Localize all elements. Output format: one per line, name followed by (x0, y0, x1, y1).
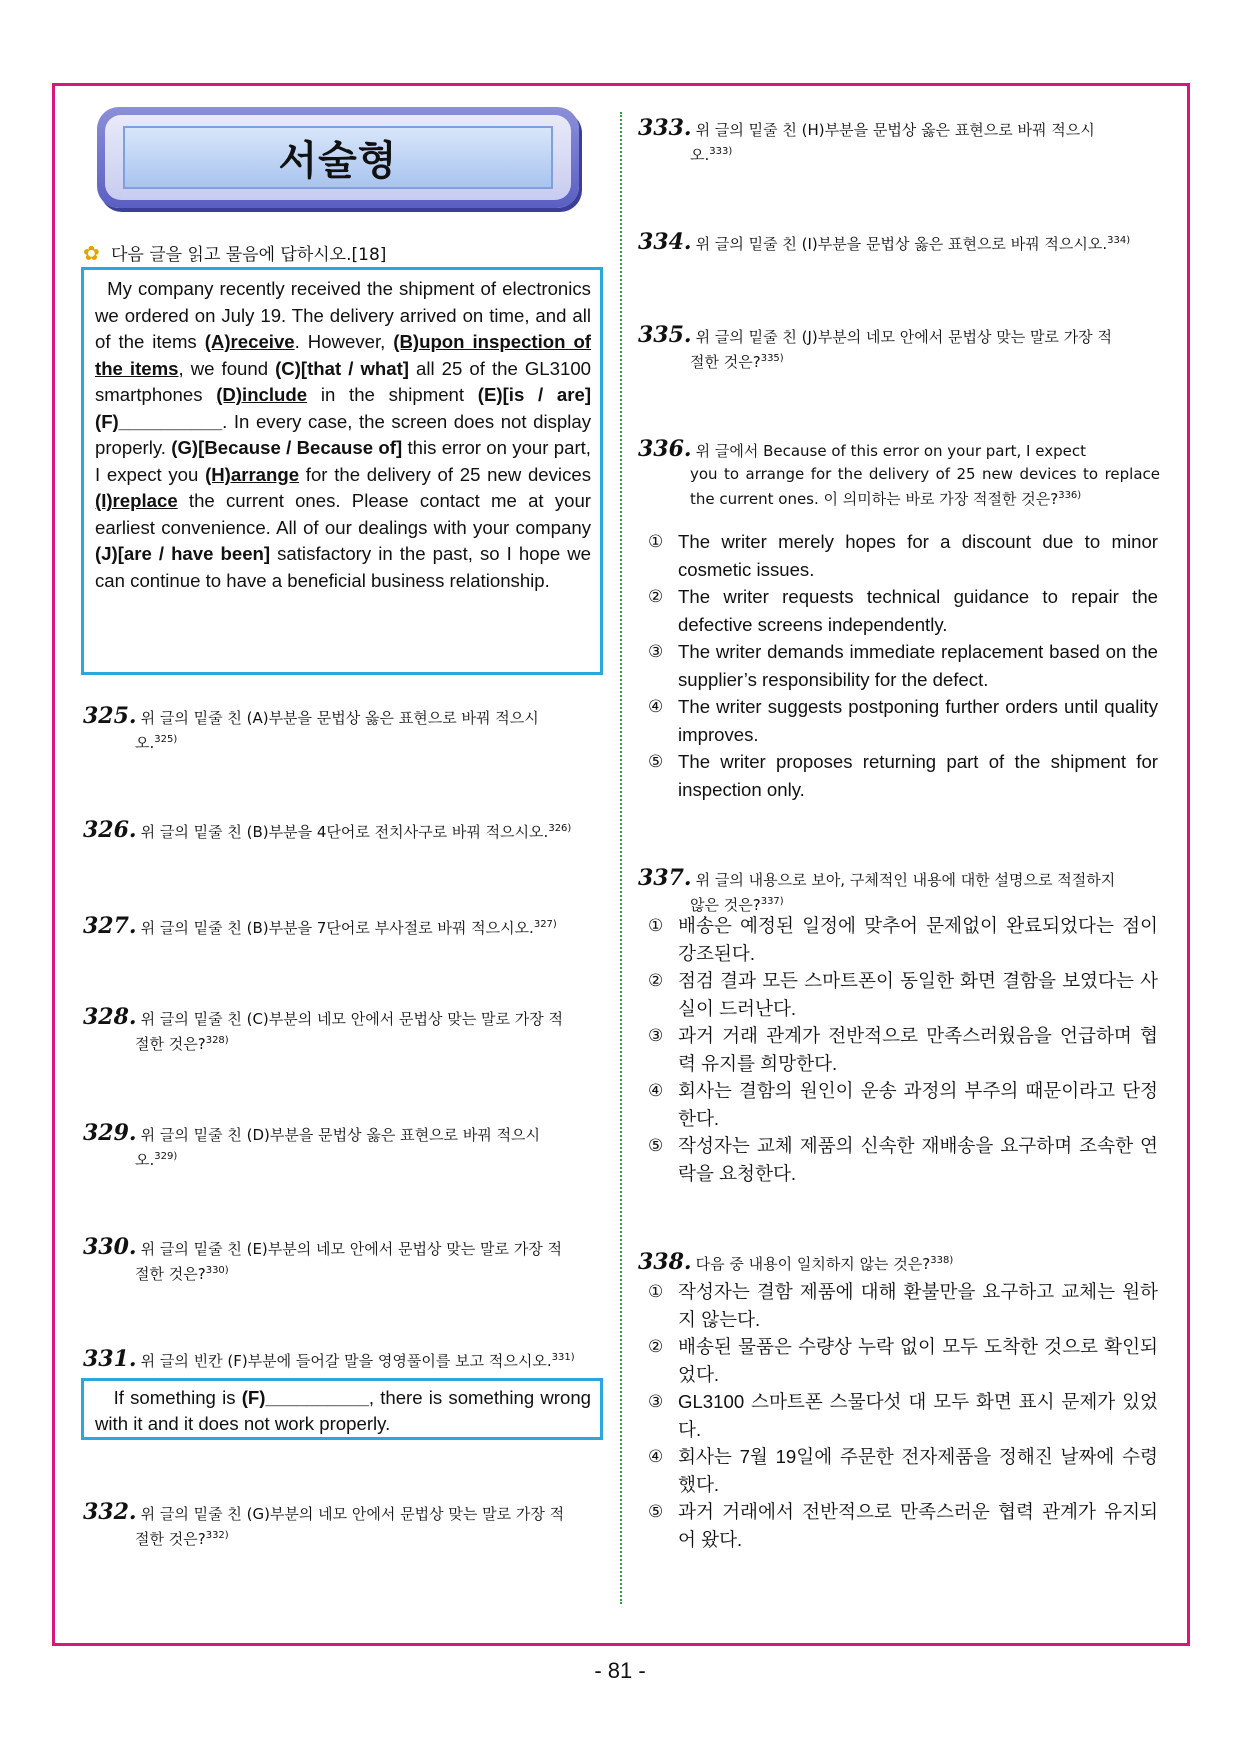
option-marker: ⑤ (648, 1502, 664, 1521)
footnote-ref: 326) (548, 823, 572, 834)
option-text: The writer merely hopes for a discount due to minor cosmetic issues. (678, 531, 1158, 580)
footnote-ref: 337) (760, 896, 784, 907)
section-title: 서술형 (278, 138, 398, 184)
option-item[interactable] (648, 1132, 1158, 1187)
question-text: 위 글의 빈칸 (F)부분에 들어갈 말을 영영풀이를 보고 적으시오. (140, 1352, 552, 1370)
option-text: 작성자는 교체 제품의 신속한 재배송을 요구하며 조속한 연락을 요청한다. (678, 1135, 1158, 1184)
options-336 (648, 528, 1158, 803)
question-327 (83, 914, 623, 939)
option-text: 과거 거래 관계가 전반적으로 만족스러웠음을 언급하며 협력 유지를 희망한다. (678, 1025, 1158, 1074)
option-marker: ⑤ (648, 752, 664, 771)
option-marker: ④ (648, 1081, 664, 1100)
footnote-ref: 334) (1107, 235, 1131, 246)
passage-blank-c: (C)[that / what] (275, 357, 409, 379)
footnote-ref: 338) (930, 1255, 954, 1266)
question-text: 위 글의 밑줄 친 (I)부분을 문법상 옳은 표현으로 바꿔 적으시오. (695, 235, 1108, 253)
question-number: 329. (83, 1120, 137, 1146)
footnote-ref: 335) (760, 353, 784, 364)
option-item[interactable] (648, 1278, 1158, 1333)
passage-blank-b: (B)upon inspection of the items (95, 331, 592, 379)
option-marker: ③ (648, 1392, 664, 1411)
question-text: 위 글의 밑줄 친 (E)부분의 네모 안에서 문법상 맞는 말로 가장 적 (140, 1240, 562, 1258)
passage-text: in the shipment (307, 384, 478, 405)
question-326 (83, 818, 623, 843)
question-number: 331. (83, 1346, 137, 1372)
question-332 (83, 1501, 603, 1550)
question-number: 337. (638, 865, 692, 891)
question-number: 330. (83, 1234, 137, 1260)
definition-box (81, 1378, 603, 1440)
passage-text: . In every case, the screen does not display properly. (95, 410, 591, 458)
question-number: 332. (83, 1499, 137, 1525)
option-item[interactable] (648, 693, 1158, 748)
passage-blank-a: (A)receive (204, 331, 295, 352)
question-335 (638, 324, 1160, 373)
option-item[interactable] (648, 1388, 1158, 1443)
flower-icon: ✿ (83, 240, 100, 265)
option-text: 회사는 결함의 원인이 운송 과정의 부주의 때문이라고 단정한다. (678, 1080, 1158, 1129)
footnote-ref: 328) (205, 1035, 229, 1046)
option-text: 배송된 물품은 수량상 누락 없이 모두 도착한 것으로 확인되었다. (678, 1336, 1158, 1385)
option-marker: ① (648, 532, 664, 551)
passage-blank-d: (D)include (216, 384, 308, 405)
option-item[interactable] (648, 1443, 1158, 1498)
option-marker: ③ (648, 1026, 664, 1045)
passage-blank-f: (F)__________ (95, 410, 223, 432)
options-338 (648, 1278, 1158, 1553)
option-item[interactable] (648, 967, 1158, 1022)
option-marker: ① (648, 916, 664, 935)
passage-text: . However, (294, 331, 394, 352)
footnote-ref: 336) (1058, 490, 1082, 501)
option-text: 과거 거래에서 전반적으로 만족스러운 협력 관계가 유지되어 왔다. (678, 1501, 1158, 1550)
option-item[interactable] (648, 748, 1158, 803)
passage-text: for the delivery of 25 new devices (299, 463, 591, 485)
question-text: 위 글의 밑줄 친 (B)부분을 7단어로 부사절로 바꿔 적으시오. (140, 919, 534, 937)
option-item[interactable] (648, 528, 1158, 583)
definition-text: If something is (113, 1387, 242, 1408)
question-number: 336. (638, 436, 692, 462)
option-text: The writer suggests postponing further orders until quality improves. (678, 696, 1158, 745)
footnote-ref: 330) (205, 1265, 229, 1276)
question-number: 328. (83, 1004, 137, 1030)
banner-middle (105, 115, 571, 200)
question-text: 다음 중 내용이 일치하지 않는 것은? (695, 1255, 931, 1273)
question-338 (638, 1250, 1178, 1275)
question-number: 334. (638, 229, 692, 255)
column-divider (620, 112, 622, 1604)
option-marker: ① (648, 1282, 664, 1301)
option-item[interactable] (648, 1498, 1158, 1553)
question-text-cont: 오. (135, 1151, 155, 1169)
option-marker: ② (648, 587, 664, 606)
footnote-ref: 333) (709, 146, 733, 157)
question-325 (83, 705, 603, 754)
question-number: 326. (83, 817, 137, 843)
question-number: 327. (83, 913, 137, 939)
question-text: 위 글의 밑줄 친 (G)부분의 네모 안에서 문법상 맞는 말로 가장 적 (140, 1505, 565, 1523)
question-text-cont: 절한 것은? (690, 353, 761, 371)
question-number: 338. (638, 1249, 692, 1275)
passage-blank-g: (G)[Because / Because of] (171, 437, 403, 458)
passage-text: all 25 of the GL3100 smartphones (95, 357, 592, 405)
passage-blank-j: (J)[are / have been] (95, 543, 271, 564)
passage-text: this error on your part, I expect you (95, 437, 591, 485)
option-text: The writer proposes returning part of the shipment for inspection only. (678, 751, 1158, 800)
instruction (83, 240, 386, 265)
question-331 (83, 1347, 623, 1372)
question-text: 위 글의 밑줄 친 (J)부분의 네모 안에서 문법상 맞는 말로 가장 적 (695, 328, 1112, 346)
option-text: The writer demands immediate replacement based on the supplier’s responsibility for the defect. (678, 641, 1158, 690)
reading-passage (81, 267, 603, 675)
option-item[interactable] (648, 1022, 1158, 1077)
question-337 (638, 867, 1160, 916)
banner-inner (123, 126, 553, 189)
footnote-ref: 329) (154, 1151, 178, 1162)
question-text-cont: 않은 것은? (690, 896, 761, 914)
option-marker: ⑤ (648, 1136, 664, 1155)
question-text: 위 글의 밑줄 친 (D)부분을 문법상 옳은 표현으로 바꿔 적으시 (140, 1126, 541, 1144)
question-text-cont: 절한 것은? (135, 1265, 206, 1283)
passage-blank-i: (I)replace (95, 490, 178, 511)
passage-text: the current ones. Please contact me at your earliest convenience. All of our dealings with your company (95, 490, 591, 538)
question-text-cont: 오. (135, 734, 155, 752)
option-text: The writer requests technical guidance to repair the defective screens independently. (678, 586, 1158, 635)
passage-text: My company recently received the shipment of electronics we ordered on July 19. The delivery arrived on time, and all of the items (95, 278, 591, 352)
question-number: 325. (83, 703, 137, 729)
passage-text: satisfactory in the past, so I hope we can continue to have a beneficial business relationship. (95, 543, 591, 591)
option-item[interactable] (648, 912, 1158, 967)
instruction-text: 다음 글을 읽고 물음에 답하시오.[18] (111, 245, 387, 265)
footnote-ref: 331) (551, 1352, 575, 1363)
page-number: - 81 - (594, 1658, 646, 1683)
question-text: 위 글의 밑줄 친 (A)부분을 문법상 옳은 표현으로 바꿔 적으시 (140, 709, 539, 727)
question-text: 위 글의 내용으로 보아, 구체적인 내용에 대한 설명으로 적절하지 (695, 871, 1116, 889)
question-text: 위 글에서 Because of this error on your part, I expect (695, 442, 1086, 460)
section-banner (97, 107, 579, 208)
question-330 (83, 1236, 603, 1285)
option-item[interactable] (648, 1077, 1158, 1132)
option-text: 배송은 예정된 일정에 맞추어 문제없이 완료되었다는 점이 강조된다. (678, 915, 1158, 964)
footnote-ref: 327) (533, 919, 557, 930)
option-marker: ② (648, 971, 664, 990)
question-334 (638, 230, 1178, 255)
footnote-ref: 332) (205, 1530, 229, 1541)
option-item[interactable] (648, 583, 1158, 638)
question-333 (638, 117, 1160, 166)
option-text: 작성자는 결함 제품에 대해 환불만을 요구하고 교체는 원하지 않는다. (678, 1281, 1158, 1330)
footnote-ref: 325) (154, 734, 178, 745)
option-text: GL3100 스마트폰 스물다섯 대 모두 화면 표시 문제가 있었다. (678, 1391, 1158, 1440)
definition-text: , there is something wrong with it and it does not work properly. (95, 1387, 592, 1434)
question-text-cont: 오. (690, 146, 710, 164)
question-329 (83, 1122, 603, 1171)
question-text: 위 글의 밑줄 친 (H)부분을 문법상 옳은 표현으로 바꿔 적으시 (695, 121, 1095, 139)
question-text-cont: 절한 것은? (135, 1530, 206, 1548)
question-336 (638, 438, 1160, 511)
question-text-cont: 절한 것은? (135, 1035, 206, 1053)
option-marker: ② (648, 1337, 664, 1356)
question-number: 335. (638, 322, 692, 348)
definition-blank: (F)__________ (241, 1387, 369, 1408)
passage-blank-h: (H)arrange (205, 463, 300, 485)
option-marker: ③ (648, 642, 664, 661)
option-item[interactable] (648, 638, 1158, 693)
option-item[interactable] (648, 1333, 1158, 1388)
question-text-cont: you to arrange for the delivery of 25 new devices to replace the current ones. 이 의미하는 바로 가장 적절한 것은? (690, 464, 1160, 508)
passage-blank-e: (E)[is / are] (477, 384, 592, 405)
option-marker: ④ (648, 697, 664, 716)
options-337 (648, 912, 1158, 1187)
question-text: 위 글의 밑줄 친 (B)부분을 4단어로 전치사구로 바꿔 적으시오. (140, 823, 549, 841)
question-328 (83, 1006, 603, 1055)
option-text: 회사는 7월 19일에 주문한 전자제품을 정해진 날짜에 수령했다. (678, 1446, 1158, 1495)
option-text: 점검 결과 모든 스마트폰이 동일한 화면 결함을 보였다는 사실이 드러난다. (678, 970, 1158, 1019)
passage-text: , we found (178, 357, 276, 379)
question-number: 333. (638, 115, 692, 141)
option-marker: ④ (648, 1447, 664, 1466)
question-text: 위 글의 밑줄 친 (C)부분의 네모 안에서 문법상 맞는 말로 가장 적 (140, 1010, 563, 1028)
